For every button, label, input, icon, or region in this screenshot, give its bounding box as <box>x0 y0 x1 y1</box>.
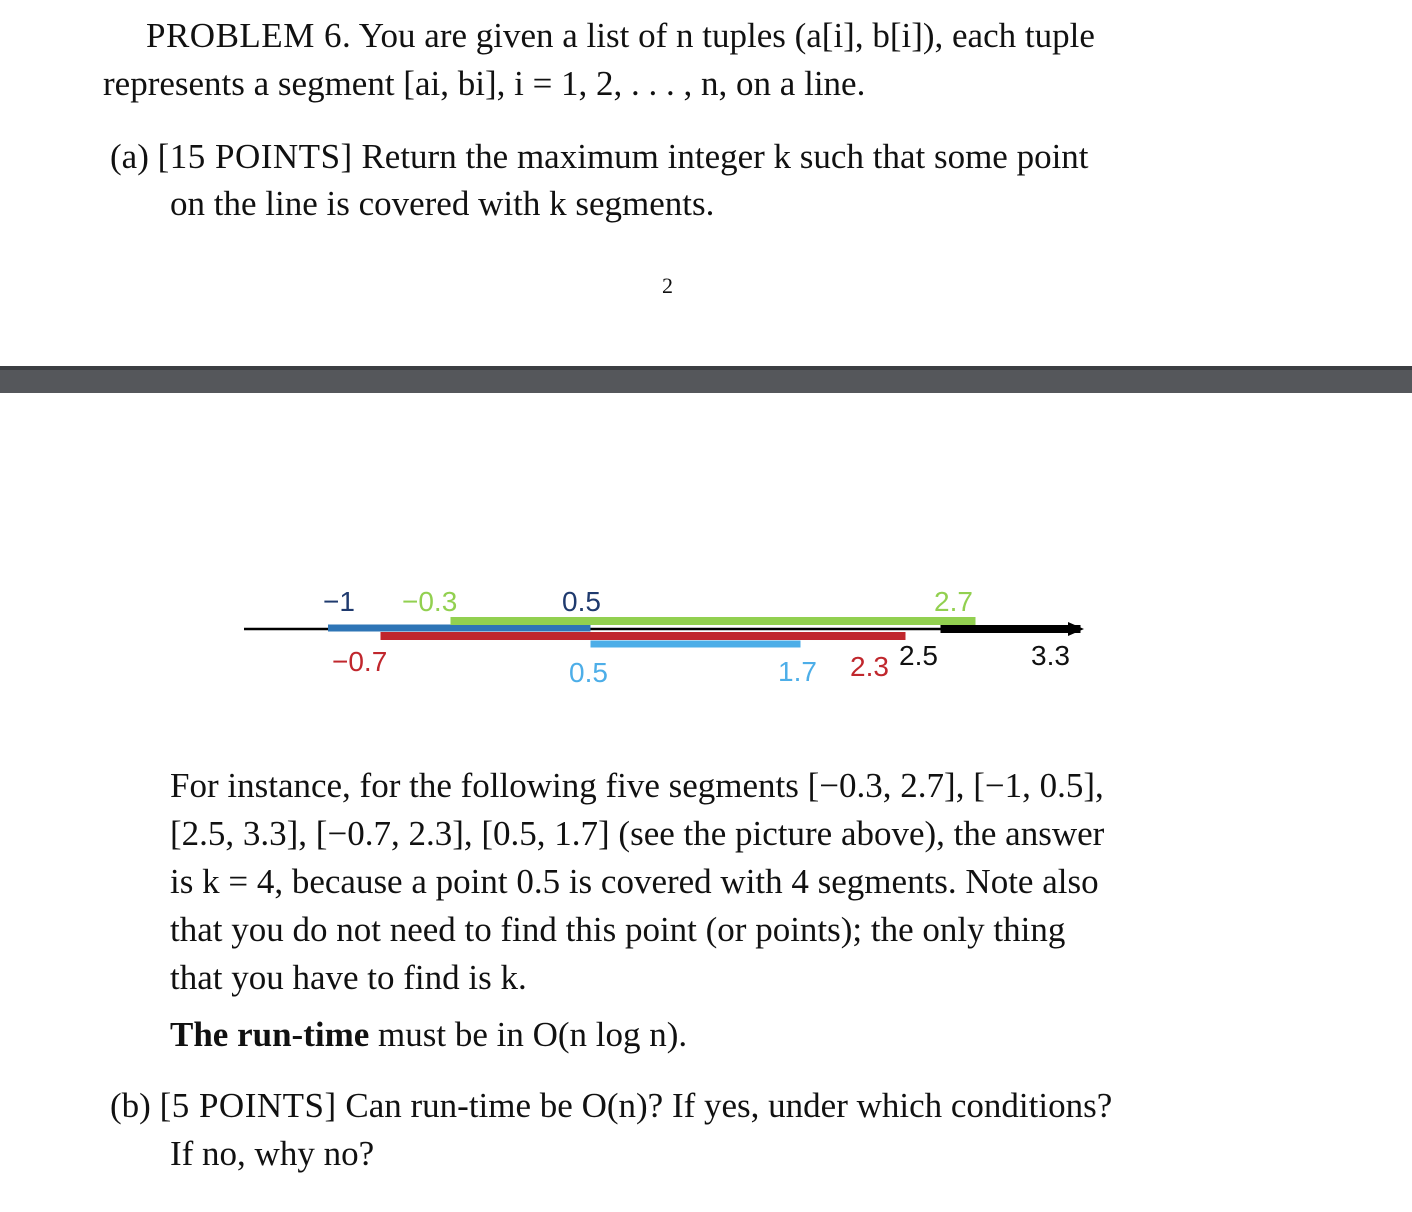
label-17: 1.7 <box>778 656 817 687</box>
segments-figure <box>230 575 1110 695</box>
segment-red <box>381 632 906 640</box>
label-25: 2.5 <box>899 640 938 671</box>
label-27: 2.7 <box>934 586 973 617</box>
runtime-text: must be in O(n log n). <box>378 1015 688 1054</box>
segment-light-blue <box>591 641 801 648</box>
label-05-top: 0.5 <box>562 586 601 617</box>
problem-text-1: You are given a list of n tuples (a[i], b[i]), each tuple <box>358 16 1095 55</box>
label-neg07: −0.7 <box>332 646 388 677</box>
runtime-bold: The run-time <box>170 1015 370 1054</box>
label-neg03: −0.3 <box>402 586 458 617</box>
part-a-label: (a) <box>110 137 149 176</box>
segment-dark-blue <box>328 625 591 632</box>
part-a-line-1 <box>110 133 1089 181</box>
segment-green <box>451 617 976 625</box>
part-b-line-1 <box>110 1082 1112 1130</box>
part-b-label: (b) <box>110 1086 151 1125</box>
part-b-points: [5 POINTS] <box>159 1086 337 1125</box>
label-23: 2.3 <box>850 651 889 682</box>
part-a-text-1: Return the maximum integer k such that some point <box>361 137 1089 176</box>
problem-heading: PROBLEM 6. <box>146 16 352 55</box>
example-line-3: is k = 4, because a point 0.5 is covered with 4 segments. Note also <box>170 862 1099 901</box>
label-neg1: −1 <box>323 586 355 617</box>
example-line-1: For instance, for the following five segments [−0.3, 2.7], [−1, 0.5], <box>170 766 1104 805</box>
part-a-line-2: on the line is covered with k segments. <box>170 184 715 223</box>
runtime-line <box>170 1011 687 1059</box>
page-divider-edge <box>0 366 1412 370</box>
part-b-text-1: Can run-time be O(n)? If yes, under which conditions? <box>345 1086 1113 1125</box>
label-33: 3.3 <box>1031 640 1070 671</box>
segment-black <box>941 625 1081 633</box>
part-b-line-2: If no, why no? <box>170 1134 375 1173</box>
problem-line-2: represents a segment [ai, bi], i = 1, 2, . . . , n, on a line. <box>103 64 866 103</box>
page-number: 2 <box>662 273 673 298</box>
problem-line-1 <box>146 12 1095 60</box>
example-line-5: that you have to find is k. <box>170 958 527 997</box>
page-divider <box>0 366 1412 393</box>
label-05-bottom: 0.5 <box>569 657 608 688</box>
example-line-2: [2.5, 3.3], [−0.7, 2.3], [0.5, 1.7] (see the picture above), the answer <box>170 814 1105 853</box>
example-line-4: that you do not need to find this point (or points); the only thing <box>170 910 1066 949</box>
part-a-points: [15 POINTS] <box>157 137 353 176</box>
